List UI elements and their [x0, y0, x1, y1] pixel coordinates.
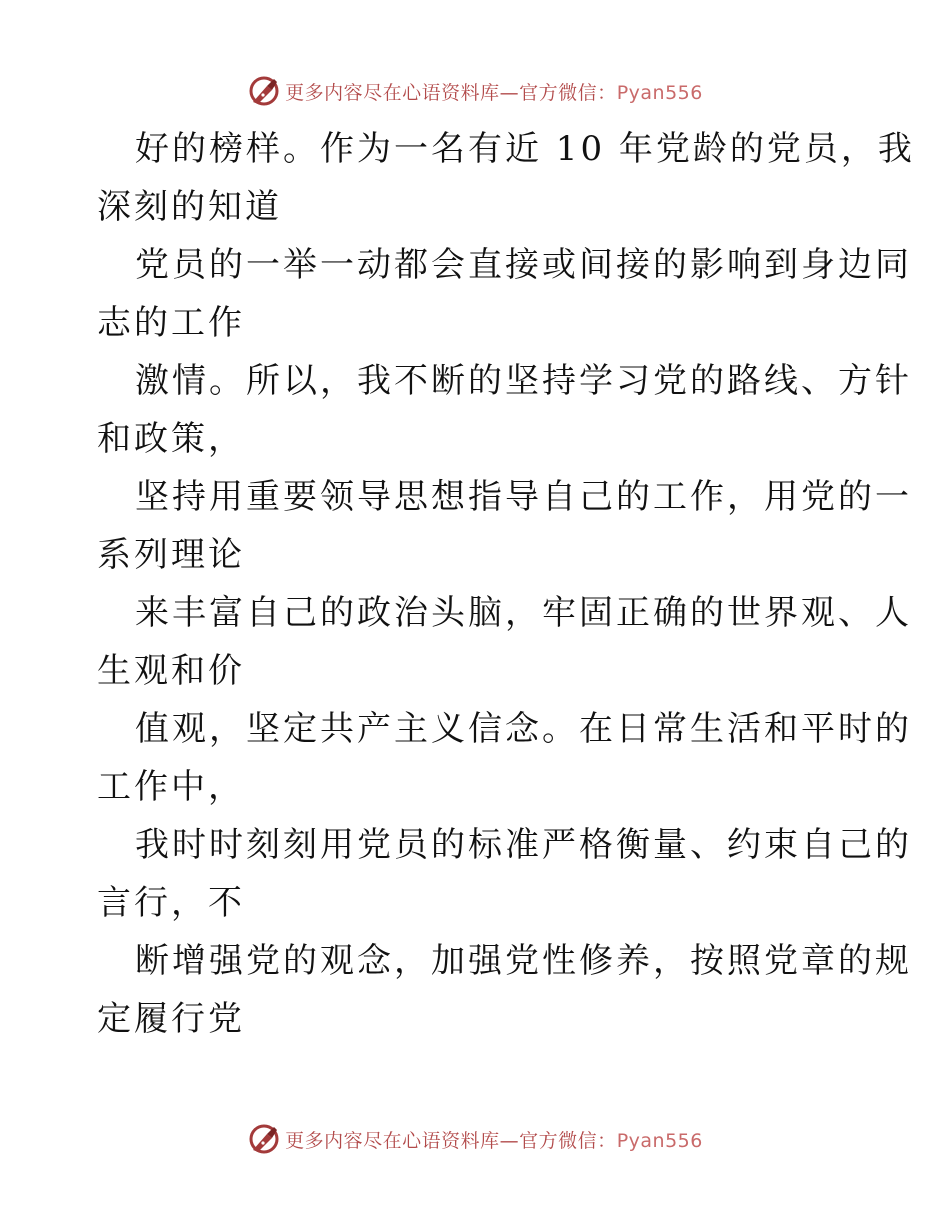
body-line: 好的榜样。作为一名有近 10 年党龄的党员，我 [135, 129, 915, 169]
pen-nib-logo-icon [247, 1122, 281, 1156]
body-line: 志的工作 [97, 303, 245, 343]
body-line: 生观和价 [97, 651, 245, 691]
document-body [97, 120, 915, 1048]
body-line: 和政策， [97, 419, 245, 459]
footer-brand-text: 更多内容尽在心语资料库 [285, 1129, 500, 1152]
body-line: 党员的一举一动都会直接或间接的影响到身边同 [135, 245, 912, 285]
header-brand-text: 更多内容尽在心语资料库 [285, 81, 500, 104]
header-banner [0, 71, 950, 111]
header-wechat-label: 官方微信： [519, 81, 617, 104]
body-line: 值观，坚定共产主义信念。在日常生活和平时的 [135, 709, 912, 749]
header-text [285, 78, 703, 105]
footer-banner [0, 1119, 950, 1159]
footer-wechat-label: 官方微信： [519, 1129, 617, 1152]
footer-wechat-id: Pyan556 [616, 1129, 703, 1152]
body-line: 定履行党 [97, 999, 245, 1039]
body-line: 坚持用重要领导思想指导自己的工作，用党的一 [135, 477, 912, 517]
body-line: 来丰富自己的政治头脑，牢固正确的世界观、人 [135, 593, 912, 633]
header-wechat-id: Pyan556 [616, 81, 703, 104]
body-line: 言行，不 [97, 883, 245, 923]
header-separator: — [499, 81, 520, 104]
body-line: 激情。所以，我不断的坚持学习党的路线、方针 [135, 361, 912, 401]
body-line: 深刻的知道 [97, 187, 282, 227]
body-line: 系列理论 [97, 535, 245, 575]
footer-text [285, 1126, 703, 1153]
body-line: 断增强党的观念，加强党性修养，按照党章的规 [135, 941, 912, 981]
body-line: 工作中， [97, 767, 245, 807]
pen-nib-logo-icon [247, 74, 281, 108]
footer-separator: — [499, 1129, 520, 1152]
body-line: 我时时刻刻用党员的标准严格衡量、约束自己的 [135, 825, 912, 865]
